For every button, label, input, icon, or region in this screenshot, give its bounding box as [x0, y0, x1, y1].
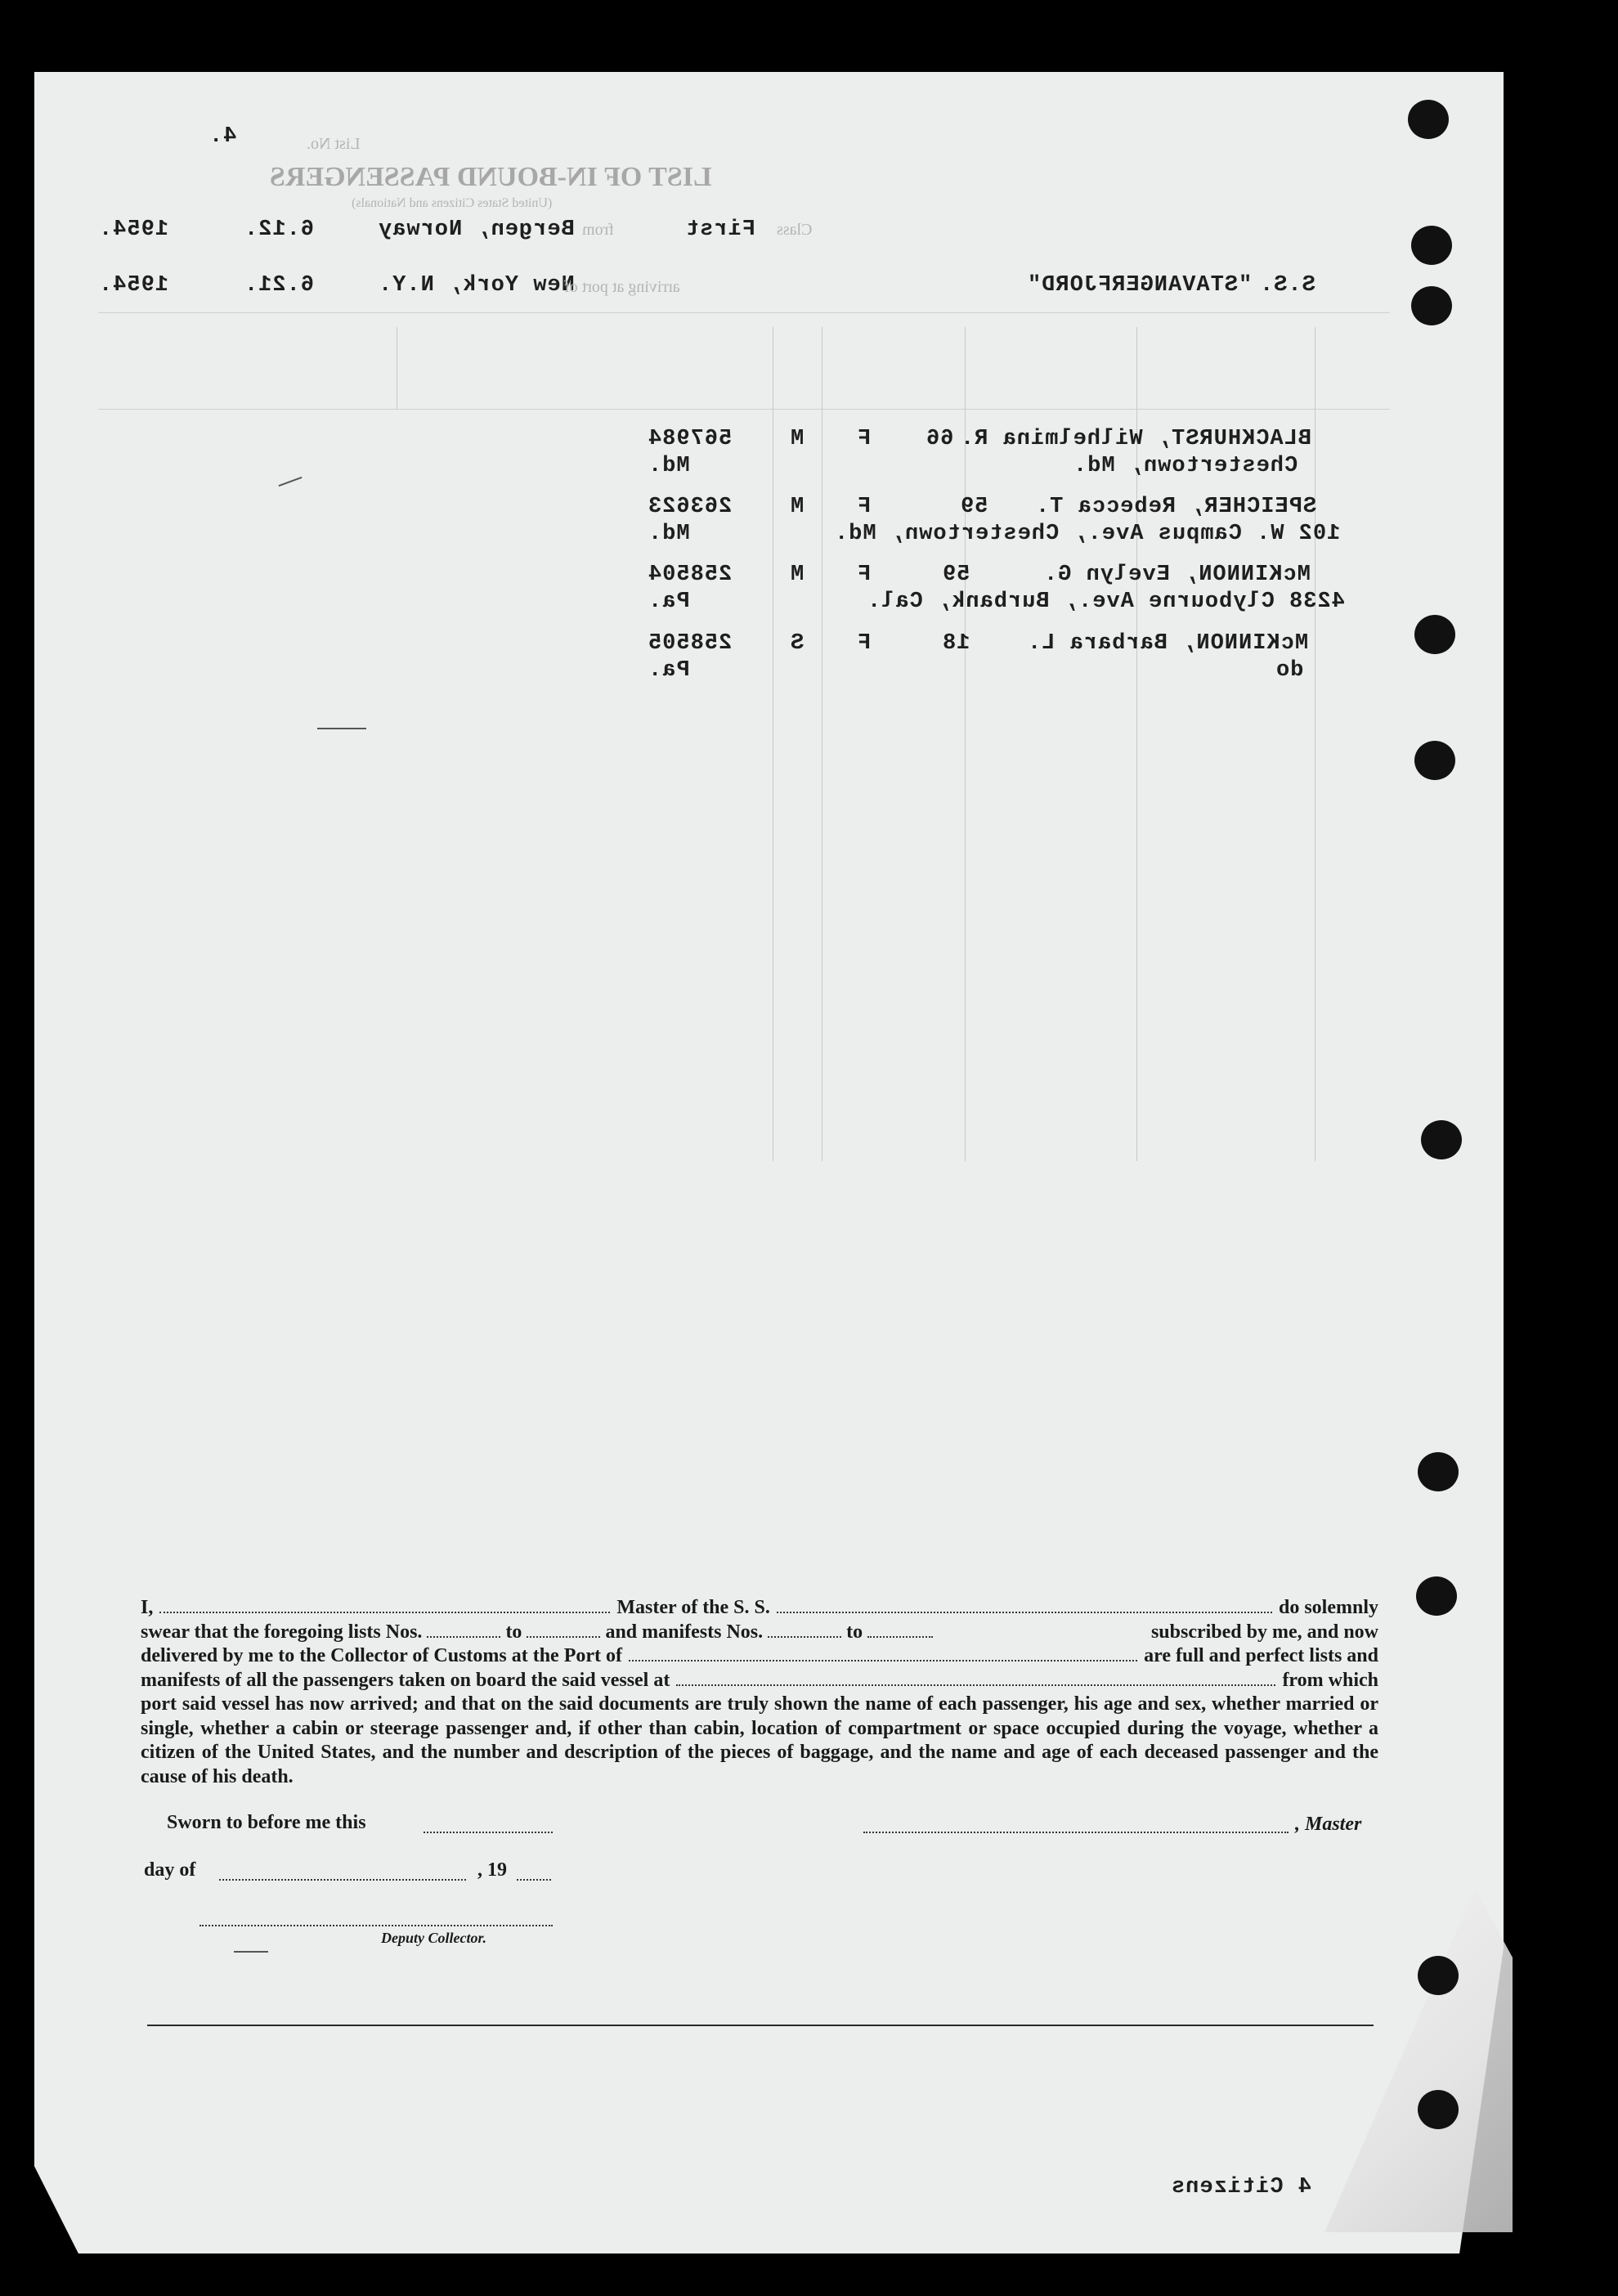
passenger-name: McKINNON, Evelyn G. — [1043, 563, 1311, 587]
master-label: , Master — [1295, 1814, 1362, 1835]
day-of-label: day of — [144, 1859, 196, 1881]
pen-mark — [317, 728, 366, 729]
oath-text-part: manifests of all the passengers taken on board the said vessel at — [141, 1669, 670, 1691]
sex: F — [857, 495, 872, 519]
from-value: Bergen, Norway — [378, 217, 575, 242]
from-label: from — [582, 221, 614, 239]
faint-list-no: List No. — [307, 135, 361, 153]
master-signature-blank — [863, 1832, 1289, 1833]
oath-text-part: are full and perfect lists and — [1144, 1645, 1378, 1666]
sex: F — [857, 631, 872, 656]
ship-name-blank — [777, 1612, 1272, 1613]
punch-hole — [1418, 1956, 1459, 1995]
day-of-blank — [219, 1879, 466, 1881]
marital-status: M — [790, 427, 805, 451]
passenger-name: McKINNON, Barbara L. — [1027, 631, 1309, 656]
punch-hole — [1421, 1120, 1462, 1159]
ship-name: "STAVANGERFJORD" — [1027, 273, 1253, 298]
class-value: First — [685, 217, 756, 242]
form-rule — [98, 312, 1390, 313]
class-label: Class — [777, 221, 813, 239]
state: Md. — [648, 454, 690, 478]
state: Pa. — [648, 590, 690, 614]
oath-text-part: and manifests Nos. — [605, 1621, 764, 1643]
port-value: New York, N.Y. — [378, 273, 575, 298]
state: Md. — [648, 522, 690, 546]
passport-number: 258505 — [648, 631, 733, 656]
faint-subtitle: (United States Citizens and Nationals) — [352, 196, 553, 210]
punch-hole — [1416, 1576, 1457, 1616]
ship-label: S.S. — [1259, 273, 1315, 298]
bottom-rule — [147, 2025, 1374, 2026]
oath-text-part: subscribed by me, and now — [1150, 1621, 1378, 1643]
port-blank — [629, 1660, 1137, 1661]
marital-status: M — [790, 563, 805, 587]
age: 18 — [942, 631, 970, 656]
sex: F — [857, 427, 872, 451]
oath-text-part: from which — [1282, 1669, 1378, 1691]
year-blank — [517, 1879, 551, 1881]
oath-text — [141, 1596, 1378, 1789]
deputy-label: Deputy Collector. — [381, 1930, 486, 1946]
list-no-from-blank — [427, 1636, 500, 1638]
manifest-no-to-blank — [867, 1636, 933, 1638]
passenger-name: BLACKHURST, Wilhelmina R. — [960, 427, 1312, 451]
pen-mark — [234, 1951, 268, 1953]
punch-hole — [1418, 2090, 1459, 2129]
oath-text-part: swear that the foregoing lists Nos. — [141, 1621, 423, 1643]
faint-title: LIST OF IN-BOUND PASSENGERS — [270, 162, 712, 192]
marital-status: M — [790, 495, 805, 519]
year-arrive: 1954. — [98, 273, 169, 298]
passport-number: 567984 — [648, 427, 733, 451]
sex: F — [857, 563, 872, 587]
age: 66 — [926, 427, 954, 451]
deputy-signature-blank — [199, 1925, 553, 1926]
oath-text-part: I, — [141, 1597, 154, 1618]
address: 102 W. Campus Ave., Chestertown, Md. — [834, 522, 1341, 546]
manifest-no-from-blank — [768, 1636, 841, 1638]
oath-text-part: delivered by me to the Collector of Customs at the Port of — [141, 1645, 622, 1666]
oath-text-part: do solemnly — [1278, 1597, 1378, 1618]
age: 59 — [942, 563, 970, 587]
year-prefix: , 19 — [477, 1859, 507, 1881]
address: 4238 Clybourne Ave., Burbank, Cal. — [867, 590, 1345, 614]
address: do — [1275, 658, 1304, 683]
punch-hole — [1414, 615, 1455, 654]
sworn-label: Sworn to before me this — [167, 1812, 366, 1833]
oath-text-part: Master of the S. S. — [616, 1597, 770, 1618]
departure-port-blank — [676, 1684, 1275, 1686]
citizen-count: 4 Citizens — [1171, 2175, 1312, 2200]
form-column-line — [965, 327, 966, 1161]
state: Pa. — [648, 658, 690, 683]
date-arrive: 6.21. — [244, 273, 315, 298]
form-column-line — [1136, 327, 1137, 1161]
punch-hole — [1411, 226, 1452, 265]
year-from: 1954. — [98, 217, 169, 242]
list-no-to-blank — [527, 1636, 600, 1638]
punch-hole — [1408, 100, 1449, 139]
date-from: 6.12. — [244, 217, 315, 242]
master-name-blank — [159, 1612, 610, 1613]
marital-status: S — [790, 631, 805, 656]
punch-hole — [1411, 286, 1452, 325]
age: 59 — [960, 495, 988, 519]
passport-number: 263623 — [648, 495, 733, 519]
oath-text-part: to — [846, 1621, 863, 1643]
oath-body: port said vessel has now arrived; and that on the said documents are truly shown the name of each passenger, his age and sex, whether married or single, whether a cabin or steerage passenger and, if other than cabin, location of compartment or space occupied during the voyage, whether a citizen of the United States, and the number and description of the pieces of baggage, and the name and age of each deceased passenger and the cause of his death. — [141, 1693, 1378, 1787]
punch-hole — [1418, 1452, 1459, 1491]
form-rule — [98, 409, 1390, 410]
passport-number: 258504 — [648, 563, 733, 587]
sworn-date-blank — [424, 1832, 553, 1833]
arriving-label: arriving at port of — [564, 278, 680, 296]
punch-hole — [1414, 741, 1455, 780]
page-number: 4. — [208, 124, 237, 149]
passenger-name: SPEICHER, Rebecca T. — [1035, 495, 1317, 519]
oath-text-part: to — [505, 1621, 522, 1643]
address: Chestertown, Md. — [1073, 454, 1298, 478]
